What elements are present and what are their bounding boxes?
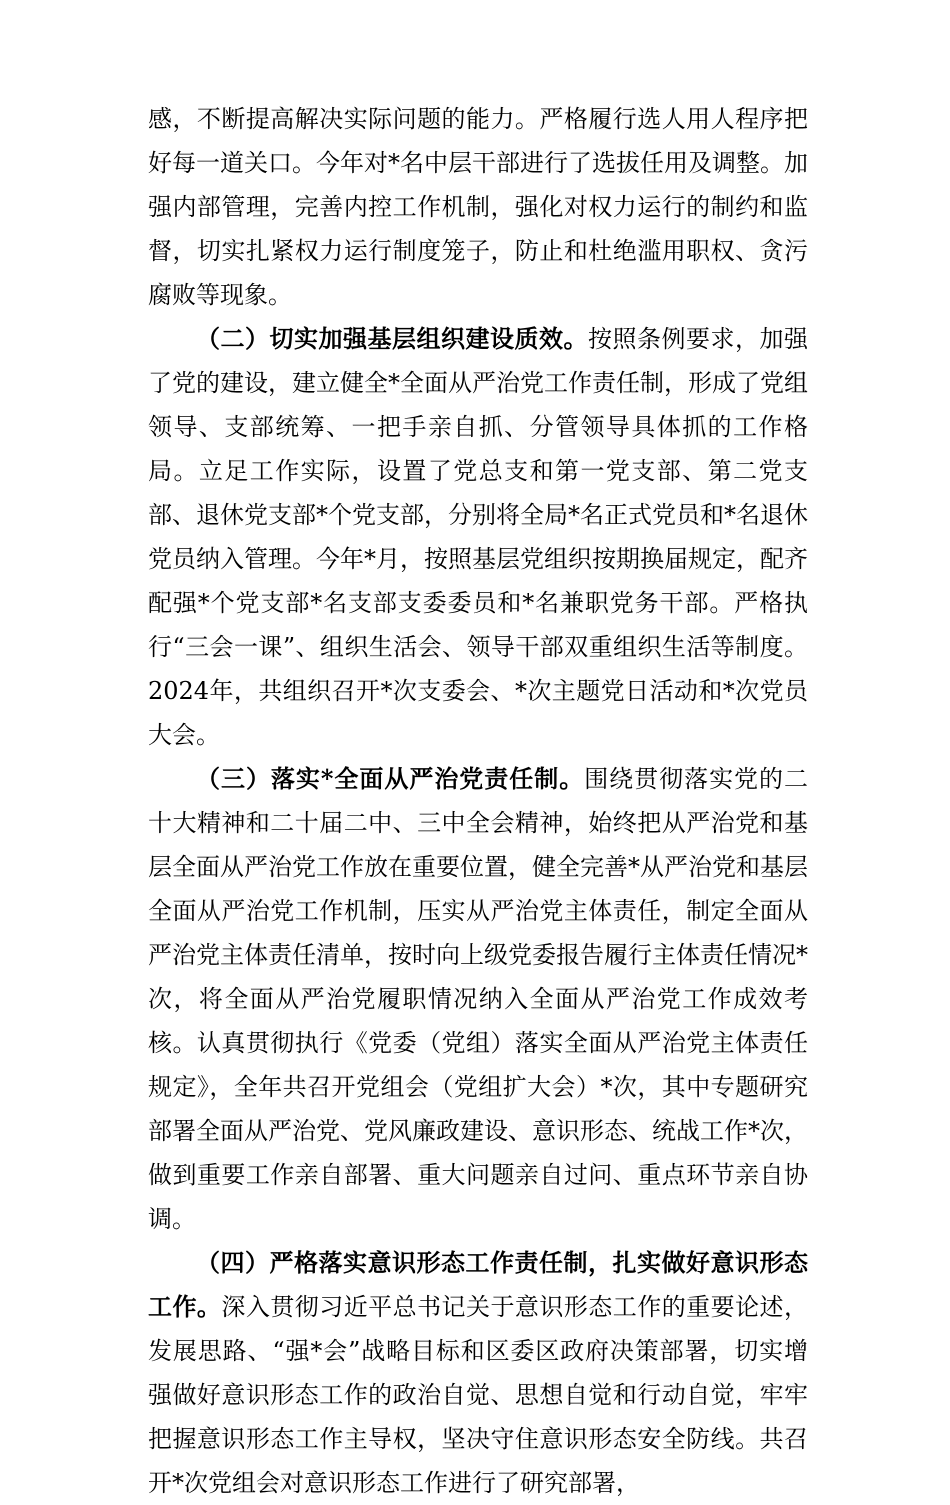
paragraph-4-body: 深入贯彻习近平总书记关于意识形态工作的重要论述，发展思路、“强*会”战略目标和区委区政府决策部署，切实增强做好意识形态工作的政治自觉、思想自觉和行动自觉，牢牢把握意识形态工作主导权，坚决守住意识形态安全防线。共召开*次党组会对意识形态工作进行了研究部署， bbox=[148, 1293, 809, 1497]
paragraph-4 bbox=[148, 1241, 808, 1505]
paragraph-2-body: 按照条例要求，加强了党的建设，建立健全*全面从严治党工作责任制，形成了党组领导、支部统筹、一把手亲自抓、分管领导具体抓的工作格局。立足工作实际，设置了党总支和第一党支部、第二党支部、退休党支部*个党支部，分别将全局*名正式党员和*名退休党员纳入管理。今年*月，按照基层党组织按期换届规定，配齐配强*个党支部*名支部支委委员和*名兼职党务干部。严格执行“三会一课”、组织生活会、领导干部双重组织生活等制度。2024年，共组织召开*次支委会、*次主题党日活动和*次党员大会。 bbox=[148, 325, 808, 749]
section-heading-2: （二）切实加强基层组织建设质效。 bbox=[196, 324, 588, 353]
paragraph-3 bbox=[148, 757, 808, 1241]
paragraph-1-body: 感，不断提高解决实际问题的能力。严格履行选人用人程序把好每一道关口。今年对*名中层干部进行了选拔任用及调整。加强内部管理，完善内控工作机制，强化对权力运行的制约和监督，切实扎紧权力运行制度笼子，防止和杜绝滥用职权、贪污腐败等现象。 bbox=[148, 105, 808, 309]
section-heading-3: （三）落实*全面从严治党责任制。 bbox=[196, 764, 585, 793]
paragraph-1 bbox=[148, 97, 808, 317]
section-heading-4: （四）严格落实意识形态工作责任制，扎实做好意识形态工作。 bbox=[148, 1248, 808, 1321]
body-text bbox=[148, 97, 808, 1505]
paragraph-2 bbox=[148, 317, 808, 757]
paragraph-3-body: 围绕贯彻落实党的二十大精神和二十届二中、三中全会精神，始终把从严治党和基层全面从严治党工作放在重要位置，健全完善*从严治党和基层全面从严治党工作机制，压实从严治党主体责任，制定全面从严治党主体责任清单，按时向上级党委报告履行主体责任情况*次，将全面从严治党履职情况纳入全面从严治党工作成效考核。认真贯彻执行《党委（党组）落实全面从严治党主体责任规定》，全年共召开党组会（党组扩大会）*次，其中专题研究部署全面从严治党、党风廉政建设、意识形态、统战工作*次，做到重要工作亲自部署、重大问题亲自过问、重点环节亲自协调。 bbox=[148, 765, 808, 1233]
